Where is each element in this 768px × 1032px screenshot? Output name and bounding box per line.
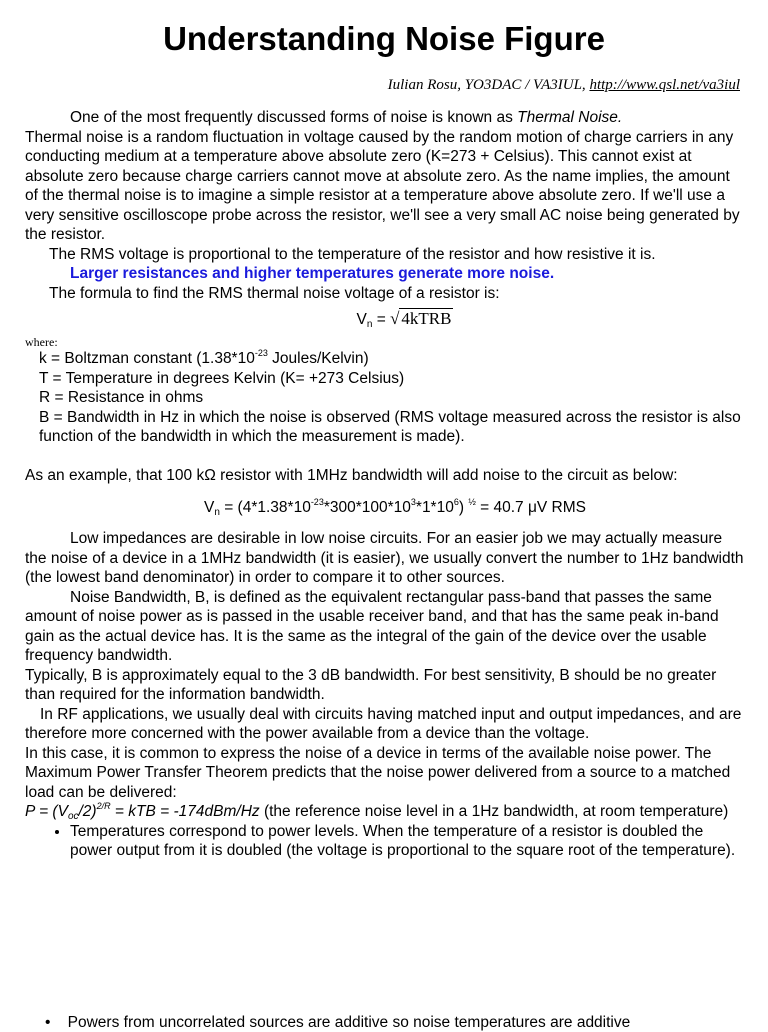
bullet-item-cut: • Powers from uncorrelated sources are additive so noise temperatures are additive bbox=[45, 1014, 631, 1031]
sqrt-sign: √ bbox=[390, 309, 400, 328]
formula-example: $V_n = (4*1.38*10^{-23}*300*100*10^3*1*10^6) ^{\frac{1}{2}} = 40.7$ μV RMS bbox=[203, 496, 587, 518]
paragraph-typically: Typically, B is approximately equal to the 3 dB bandwidth. For best sensitivity, B should be no greater than required for the information bandwidth. bbox=[25, 666, 717, 703]
paragraph-rms: The RMS voltage is proportional to the temperature of the resistor and how resistive it is. bbox=[49, 245, 656, 263]
document-body bbox=[25, 108, 745, 861]
paragraph-rf: In RF applications, we usually deal with circuits having matched input and output impedances, and are therefore more concerned with the power available from a device than the voltage. bbox=[25, 705, 742, 742]
author-name: Iulian Rosu, YO3DAC / VA3IUL, bbox=[387, 77, 586, 93]
paragraph-formula-intro: The formula to find the RMS thermal noise voltage of a resistor is: bbox=[49, 284, 500, 302]
paragraph-in-this-case: In this case, it is common to express the noise of a device in terms of the available noise power. The Maximum Power Transfer Theorem predicts that the noise power delivered from a source to a matched load can be delivered: bbox=[25, 744, 731, 801]
author-link[interactable]: http://www.qsl.net/va3iul bbox=[589, 77, 740, 93]
p1-start: One of the most frequently discussed forms of noise is known as bbox=[70, 109, 513, 126]
paragraph-low-impedance: Low impedances are desirable in low noise circuits. For an easier job we may actually measure the noise of a device in a 1MHz bandwidth (it is easier), we usually convert the number to 1Hz bandwidth (the lowest band denominator) in order to compare it to other sources. bbox=[25, 530, 744, 586]
var-t: T = Temperature in degrees Kelvin (K= +273 Celsius) bbox=[39, 369, 405, 387]
author-line bbox=[388, 77, 740, 94]
p1-emphasis: Thermal Noise. bbox=[517, 109, 623, 126]
paragraph-example: As an example, that 100 kΩ resistor with 1MHz bandwidth will add noise to the circuit as below: bbox=[25, 467, 678, 484]
var-b: B = Bandwidth in Hz in which the noise is observed (RMS voltage measured across the resistor is also function of the bandwidth in which the measurement is made). bbox=[39, 408, 741, 445]
var-r: R = Resistance in ohms bbox=[39, 389, 204, 406]
page-title: Understanding Noise Figure bbox=[163, 20, 605, 57]
paragraph-noise-bandwidth: Noise Bandwidth, B, is defined as the equivalent rectangular pass-band that passes the same amount of noise power as is passed in the usable receiver band, and that has the same peak in-band gain as the actual device has. It is the same as the integral of the gain of the device over the usable frequency bandwidth. bbox=[25, 588, 719, 664]
paragraph-thermal-noise-rest: Thermal noise is a random fluctuation in voltage caused by the random motion of charge carriers in any conducting medium at a temperature above absolute zero (K=273 + Celsius). This cannot exist at absolute zero because charge carriers cannot move at absolute zero. As the name implies, the amount of the thermal noise is to imagine a simple resistor at a temperature above absolute zero. If we'll use a very sensitive oscilloscope probe across the resistor, we'll see a very small AC noise being generated by the resistor. bbox=[25, 128, 740, 243]
highlight-text: Larger resistances and higher temperatures generate more noise. bbox=[70, 265, 555, 282]
formula-power: $P = (V_{oc}/2)^{2/R}$ = kTB = -174dBm/Hz (the reference noise level in a 1Hz bandwidth, at room temperature) bbox=[25, 801, 729, 822]
paragraph-thermal-noise bbox=[25, 108, 745, 128]
bullet-item: • Temperatures correspond to power levels. When the temperature of a resistor is doubled the power output from it is doubled (the voltage is proportional to the square root of the temperature). bbox=[70, 822, 745, 861]
formula-radicand: 4kTRB bbox=[401, 309, 452, 328]
bullet-list bbox=[25, 822, 745, 861]
where-label: where: bbox=[25, 335, 58, 349]
var-k: k = Boltzman constant ($1.38*10^{-23}$ Joules/Kelvin) bbox=[39, 348, 369, 367]
formula-vn: $V_n$ = √ 4kTRB bbox=[356, 309, 452, 330]
